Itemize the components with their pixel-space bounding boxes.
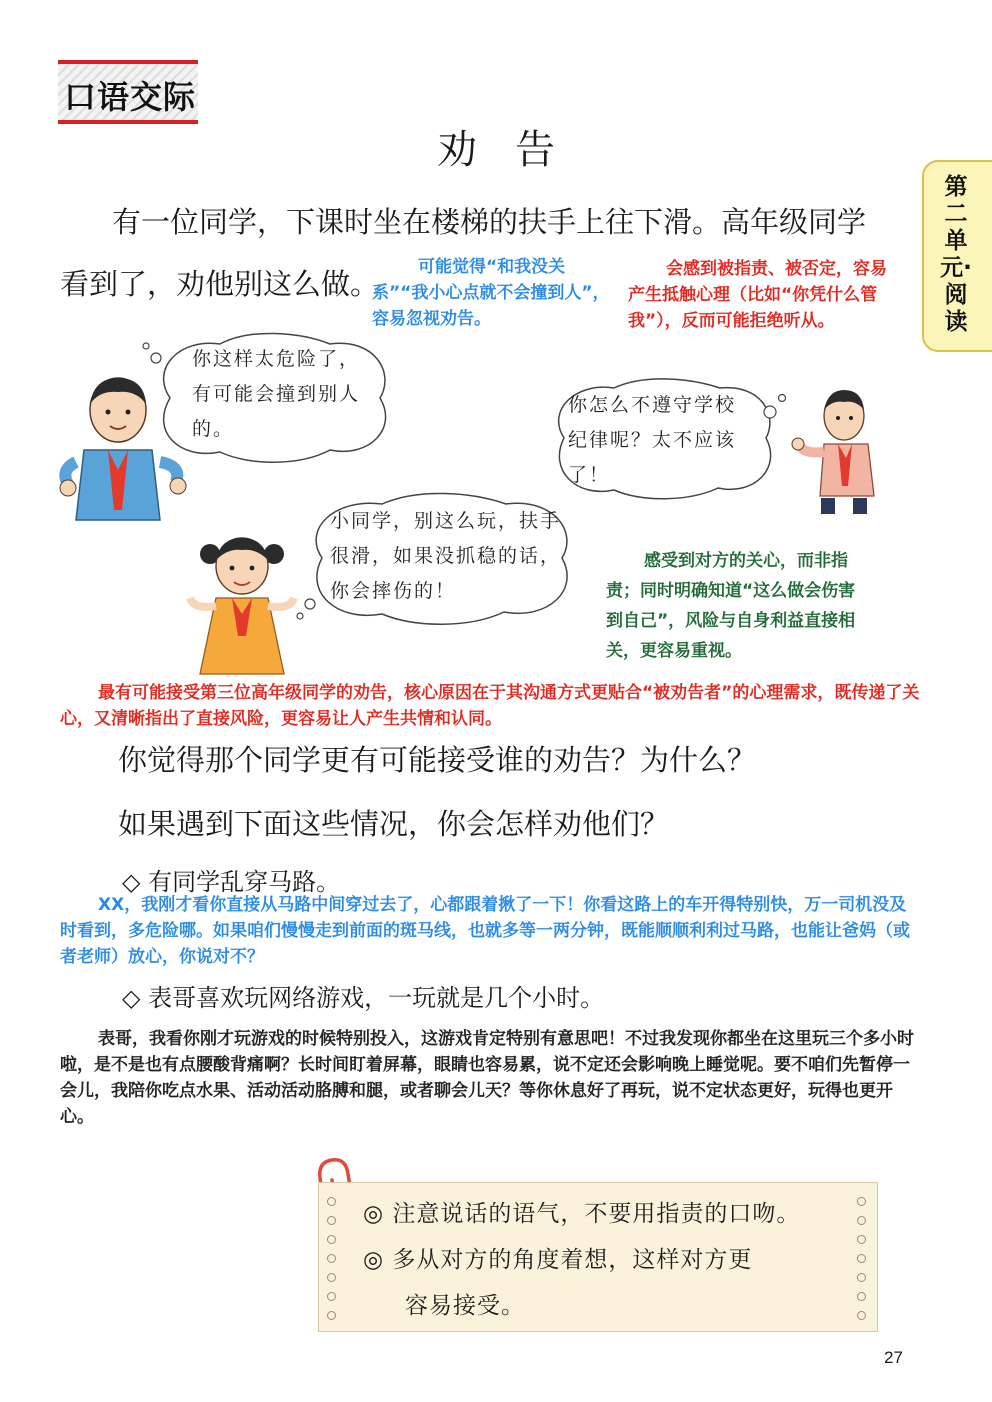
section-label: 口语交际 bbox=[64, 78, 197, 116]
unit-tab bbox=[922, 160, 992, 352]
intro-line-1: 有一位同学，下课时坐在楼梯的扶手上往下滑。高年级同学 bbox=[112, 205, 867, 239]
girl-illustration bbox=[172, 526, 312, 676]
question-2: 如果遇到下面这些情况，你会怎样劝他们？ bbox=[118, 807, 670, 841]
intro-line-2: 看到了，劝他别这么做。 bbox=[60, 267, 380, 301]
annotation-blue: 可能觉得“和我没关系”“我小心点就不会撞到人”，容易忽视劝告。 bbox=[372, 257, 610, 329]
annotation-red: 会感到被指责、被否定，容易产生抵触心理（比如“你凭什么管我”），反而可能拒绝听从。 bbox=[628, 259, 887, 331]
reminder-note bbox=[318, 1182, 878, 1332]
bubble-right-text: 你怎么不遵守学校纪律呢？太不应该了！ bbox=[568, 394, 737, 486]
page-number: 27 bbox=[884, 1348, 903, 1367]
unit-tab-label: 第二单元·阅读 bbox=[940, 174, 972, 335]
bubble-girl-text: 小同学，别这么玩，扶手很滑，如果没抓稳的话，你会摔伤的！ bbox=[330, 510, 562, 602]
reminder-line-3: 容易接受。 bbox=[405, 1293, 525, 1319]
note-holes-right bbox=[857, 1197, 865, 1330]
answer-dark: 表哥，我看你刚才玩游戏的时候特别投入，这游戏肯定特别有意思吧！不过我发现你都坐在这里玩三个多小时啦，是不是也有点腰酸背痛啊？长时间盯着屏幕，眼睛也容易累，说不定还会影响晚上睡觉呢。要不咱们先暂停一会儿，我陪你吃点水果、活动活动胳膊和腿，或者聊会儿天？等你休息好了再玩，说不定状态更好，玩得也更开心。 bbox=[60, 1029, 914, 1127]
reminder-line-2: ◎ 多从对方的角度着想，这样对方更 bbox=[363, 1247, 753, 1273]
page-title: 劝告 bbox=[437, 127, 593, 173]
question-1: 你觉得那个同学更有可能接受谁的劝告？为什么？ bbox=[118, 743, 757, 777]
bubble-left-text: 你这样太危险了，有可能会撞到别人的。 bbox=[192, 348, 361, 440]
answer-blue: XX，我刚才看你直接从马路中间穿过去了，心都跟着揪了一下！你看这路上的车开得特别快，万一司机没及时看到，多危险哪。如果咱们慢慢走到前面的斑马线，也就多等一两分钟，既能顺顺利利过马路，也能让爸妈（或者老师）放心，你说对不？ bbox=[60, 895, 910, 967]
reminder-text bbox=[363, 1191, 853, 1329]
answer-red: 最有可能接受第三位高年级同学的劝告，核心原因在于其沟通方式更贴合“被劝告者”的心理需求，既传递了关心，又清晰指出了直接风险，更容易让人产生共情和认同。 bbox=[60, 683, 920, 729]
section-badge bbox=[58, 60, 198, 124]
note-holes-left bbox=[327, 1197, 335, 1330]
annotation-green: 感受到对方的关心，而非指责；同时明确知道“这么做会伤害到自己”，风险与自身利益直接相关，更容易重视。 bbox=[606, 551, 856, 661]
reminder-line-1: ◎ 注意说话的语气，不要用指责的口吻。 bbox=[363, 1201, 801, 1227]
situation-2: ◇ 表哥喜欢玩网络游戏，一玩就是几个小时。 bbox=[122, 984, 605, 1012]
situation-1: ◇ 有同学乱穿马路。 bbox=[122, 868, 341, 896]
boy-right-illustration bbox=[788, 386, 888, 516]
